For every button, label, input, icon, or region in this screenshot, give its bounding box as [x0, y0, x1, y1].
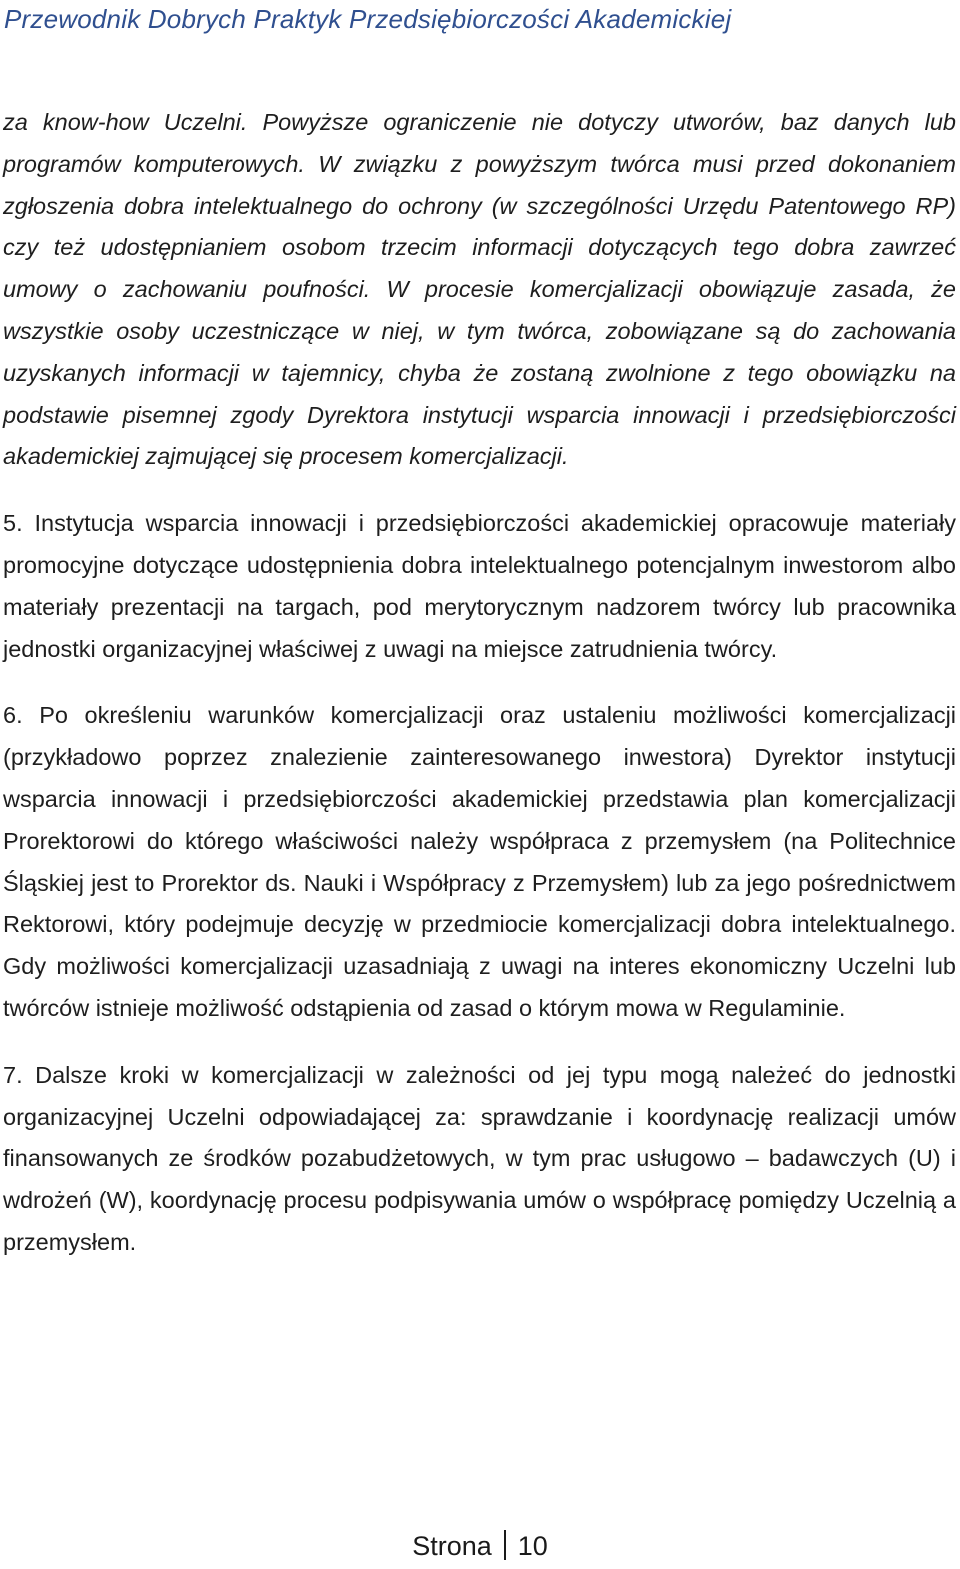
paragraph-5-text: Instytucja wsparcia innowacji i przedsiębiorczości akademickiej opracowuje materiały promocyjne dotyczące udostępnienia dobra intelektualnego potencjalnym inwestorom albo materiały prezentacji na targach, pod merytorycznym nadzorem twórcy lub pracownika jednostki organizacyjnej właściwej z uwagi na miejsce zatrudnienia twórcy.: [3, 510, 956, 662]
paragraph-7-number: 7.: [3, 1061, 23, 1088]
page-footer: [0, 1526, 960, 1566]
footer-separator: [504, 1530, 506, 1560]
paragraph-7-text: Dalsze kroki w komercjalizacji w zależności od jej typu mogą należeć do jednostki organizacyjnej Uczelni odpowiadającej za: sprawdzanie i koordynację realizacji umów finansowanych ze środków pozabudżetowych, w tym prac usługowo – badawczych (U) i wdrożeń (W), koordynację procesu podpisywania umów o współpracę pomiędzy Uczelnią a przemysłem.: [3, 1061, 957, 1255]
paragraph-6-text: Po określeniu warunków komercjalizacji oraz ustaleniu możliwości komercjalizacji (przykładowo poprzez znalezienie zainteresowanego inwestora) Dyrektor instytucji wsparcia innowacji i przedsiębiorczości akademickiej przedstawia plan komercjalizacji Prorektorowi do którego właściwości należy współpraca z przemysłem (na Politechnice Śląskiej jest to Prorektor ds. Nauki i Współpracy z Przemysłem) lub za jego pośrednictwem Rektorowi, który podejmuje decyzję w przedmiocie komercjalizacji dobra intelektualnego. Gdy możliwości komercjalizacji uzasadniają z uwagi na interes ekonomiczny Uczelni lub twórców istnieje możliwość odstąpienia od zasad o którym mowa w Regulaminie.: [3, 702, 957, 1021]
paragraph-7: [3, 1055, 956, 1264]
footer-page-label: Strona: [412, 1531, 492, 1561]
paragraph-5: [3, 503, 956, 670]
paragraph-5-number: 5.: [3, 510, 23, 537]
paragraph-continuation: za know-how Uczelni. Powyższe ograniczenie nie dotyczy utworów, baz danych lub programów komputerowych. W związku z powyższym twórca musi przed dokonaniem zgłoszenia dobra intelektualnego do ochrony (w szczególności Urzędu Patentowego RP) czy też udostępnianiem osobom trzecim informacji dotyczących tego dobra zawrzeć umowy o zachowaniu poufności. W procesie komercjalizacji obowiązuje zasada, że wszystkie osoby uczestniczące w niej, w tym twórca, zobowiązane są do zachowania uzyskanych informacji w tajemnicy, chyba że zostaną zwolnione z tego obowiązku na podstawie pisemnej zgody Dyrektora instytucji wsparcia innowacji i przedsiębiorczości akademickiej zajmującej się procesem komercjalizacji.: [3, 109, 956, 470]
paragraph-6-number: 6.: [3, 702, 23, 729]
paragraph-6: [3, 695, 956, 1029]
document-body: [3, 102, 956, 1264]
footer-page-number: 10: [517, 1531, 548, 1561]
page-header-title: Przewodnik Dobrych Praktyk Przedsiębiorczości Akademickiej: [4, 4, 732, 34]
